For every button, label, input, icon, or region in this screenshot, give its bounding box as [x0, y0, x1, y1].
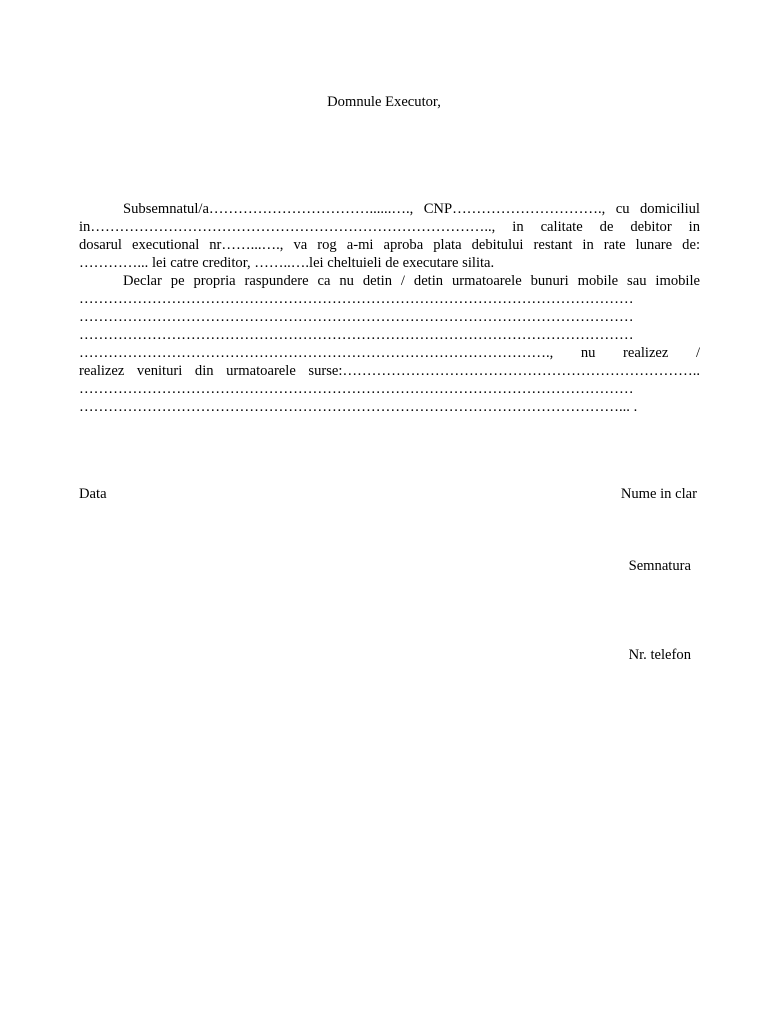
dotted-line-4: …………………………………………………………………………………………………… [79, 382, 634, 397]
phone-number-label: Nr. telefon [628, 647, 691, 663]
body-line-5: Declar pe propria raspundere ca nu detin / detin urmatoarele bunuri mobile sau imobile [123, 274, 700, 289]
signature-label: Semnatura [628, 558, 691, 574]
full-name-label: Nume in clar [620, 486, 697, 502]
body-line-2: in……………………………………………………………………….., in calitate de debitor in [79, 220, 700, 235]
dotted-line-3: …………………………………………………………………………………………………… [79, 328, 634, 343]
body-line-10: realizez venituri din urmatoarele surse:……………………………………………………………….. [79, 364, 700, 379]
date-label: Data [79, 486, 107, 502]
body-line-9: ……………………………………………………………………………………., nu realizez / [79, 346, 700, 361]
dotted-line-1: …………………………………………………………………………………………………… [79, 292, 634, 307]
body-line-4: …………... lei catre creditor, ……..….lei cheltuieli de executare silita. [79, 256, 495, 271]
page-title: Domnule Executor, [327, 94, 441, 110]
dotted-line-2: …………………………………………………………………………………………………… [79, 310, 634, 325]
dotted-line-5: …………………………………………………………………………………………………... . [79, 400, 638, 415]
body-line-3: dosarul executional nr……...…., va rog a-mi aproba plata debitului restant in rate lunare de: [79, 238, 700, 253]
body-line-1: Subsemnatul/a……………………………......…., CNP…………………………., cu domiciliul [123, 202, 700, 217]
